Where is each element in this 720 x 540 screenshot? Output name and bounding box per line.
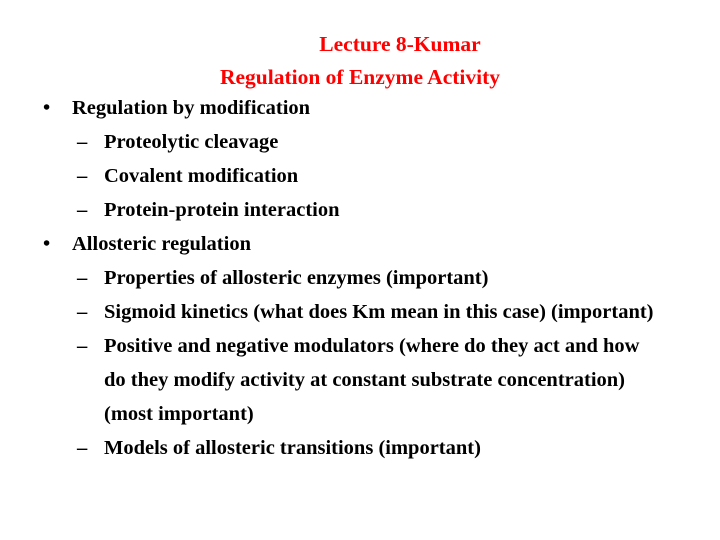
sub-list-item-text: Protein-protein interaction [104, 199, 340, 221]
sub-list-item [0, 159, 720, 193]
bullet-marker: • [43, 233, 51, 255]
list-item [0, 227, 720, 261]
dash-marker: – [77, 301, 88, 323]
sub-list-item-text: Sigmoid kinetics (what does Km mean in this case) (important) [104, 301, 654, 323]
sub-list-item [0, 125, 720, 159]
dash-marker: – [77, 199, 88, 221]
title-block [0, 28, 720, 94]
lecture-title: Lecture 8-Kumar [319, 32, 481, 56]
list-item-text: Regulation by modification [72, 97, 311, 119]
slide-title [0, 28, 720, 94]
dash-marker: – [77, 437, 88, 459]
sub-list-item-text: Proteolytic cleavage [104, 131, 279, 153]
sub-list-item [0, 193, 720, 227]
sub-list-item [0, 329, 664, 431]
sub-list-item [0, 431, 720, 465]
list-item [0, 91, 720, 125]
topic-title: Regulation of Enzyme Activity [219, 65, 501, 89]
sub-list-item [0, 261, 720, 295]
dash-marker: – [77, 335, 88, 357]
sub-list-item [0, 295, 664, 329]
sub-list-item-text: Models of allosteric transitions (important) [104, 437, 481, 459]
dash-marker: – [77, 131, 88, 153]
sub-list-item-text: Covalent modification [104, 165, 299, 187]
dash-marker: – [77, 267, 88, 289]
sub-list-item-text: Positive and negative modulators (where do they act and how do they modify activity at constant substrate concentration) (most important) [104, 335, 640, 425]
dash-marker: – [77, 165, 88, 187]
bullet-marker: • [43, 97, 51, 119]
bullet-list [0, 91, 720, 465]
list-item-text: Allosteric regulation [72, 233, 251, 255]
sub-list-item-text: Properties of allosteric enzymes (important) [104, 267, 489, 289]
